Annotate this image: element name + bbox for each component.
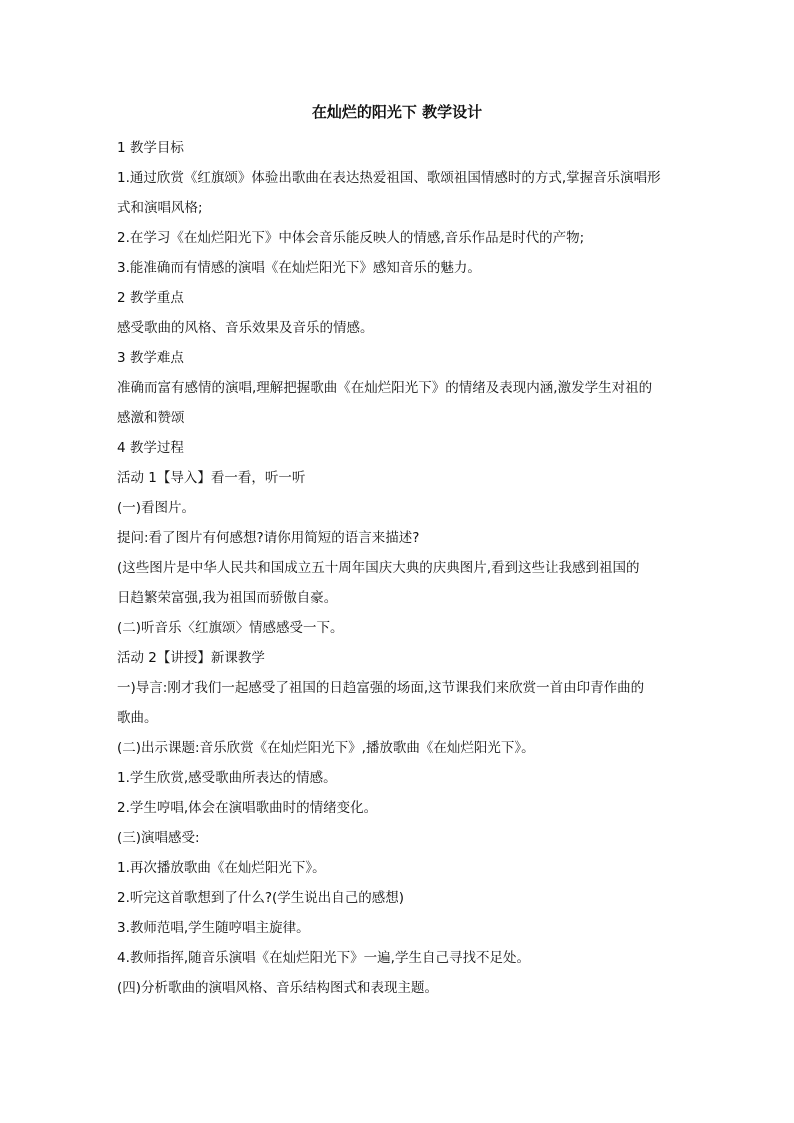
paragraph-line: 一)导言:刚才我们一起感受了祖国的日趋富强的场面,这节课我们来欣赏一首由印青作曲的 bbox=[117, 680, 645, 696]
section-heading-process: 4 教学过程 bbox=[117, 440, 184, 456]
paragraph-line: (一)看图片。 bbox=[117, 500, 196, 516]
paragraph-line: 2.听完这首歌想到了什么?(学生说出自己的感想) bbox=[117, 890, 405, 906]
paragraph-line: 感激和赞颂 bbox=[117, 410, 185, 426]
activity-heading: 活动 2【讲授】新课教学 bbox=[117, 650, 265, 666]
paragraph-line: 式和演唱风格; bbox=[117, 200, 203, 216]
paragraph-line: 日趋繁荣富强,我为祖国而骄傲自豪。 bbox=[117, 590, 338, 606]
paragraph-line: 1.通过欣赏《红旗颂》体验出歌曲在表达热爱祖国、歌颂祖国情感时的方式,掌握音乐演唱形 bbox=[117, 170, 661, 186]
paragraph-line: 4.教师指挥,随音乐演唱《在灿烂阳光下》一遍,学生自己寻找不足处。 bbox=[117, 950, 530, 966]
paragraph-line: 感受歌曲的风格、音乐效果及音乐的情感。 bbox=[117, 320, 374, 336]
paragraph-line: 3.教师范唱,学生随哼唱主旋律。 bbox=[117, 920, 310, 936]
paragraph-line: 1.学生欣赏,感受歌曲所表达的情感。 bbox=[117, 770, 337, 786]
paragraph-line: 提问:看了图片有何感想?请你用简短的语言来描述? bbox=[117, 530, 420, 546]
section-heading-key-points: 2 教学重点 bbox=[117, 290, 184, 306]
paragraph-line: 2.学生哼唱,体会在演唱歌曲时的情绪变化。 bbox=[117, 800, 378, 816]
paragraph-line: 歌曲。 bbox=[117, 710, 158, 726]
section-heading-objectives: 1 教学目标 bbox=[117, 140, 184, 156]
paragraph-line: 准确而富有感情的演唱,理解把握歌曲《在灿烂阳光下》的情绪及表现内涵,激发学生对祖的 bbox=[117, 380, 653, 396]
section-heading-difficulties: 3 教学难点 bbox=[117, 350, 184, 366]
paragraph-line: (这些图片是中华人民共和国成立五十周年国庆大典的庆典图片,看到这些让我感到祖国的 bbox=[117, 560, 640, 576]
document-body bbox=[117, 133, 679, 1003]
paragraph-line: (二)听音乐〈红旗颂〉情感感受一下。 bbox=[117, 620, 344, 636]
paragraph-line: (三)演唱感受: bbox=[117, 830, 200, 846]
paragraph-line: 2.在学习《在灿烂阳光下》中体会音乐能反映人的情感,音乐作品是时代的产物; bbox=[117, 230, 585, 246]
paragraph-line: 1.再次播放歌曲《在灿烂阳光下》。 bbox=[117, 860, 326, 876]
activity-heading: 活动 1【导入】看一看，听一听 bbox=[117, 470, 306, 486]
paragraph-line: 3.能准确而有情感的演唱《在灿烂阳光下》感知音乐的魅力。 bbox=[117, 260, 481, 276]
paragraph-line: (二)出示课题:音乐欣赏《在灿烂阳光下》,播放歌曲《在灿烂阳光下》。 bbox=[117, 740, 535, 756]
paragraph-line: (四)分析歌曲的演唱风格、音乐结构图式和表现主题。 bbox=[117, 980, 439, 996]
document-title: 在灿烂的阳光下 教学设计 bbox=[311, 103, 483, 121]
